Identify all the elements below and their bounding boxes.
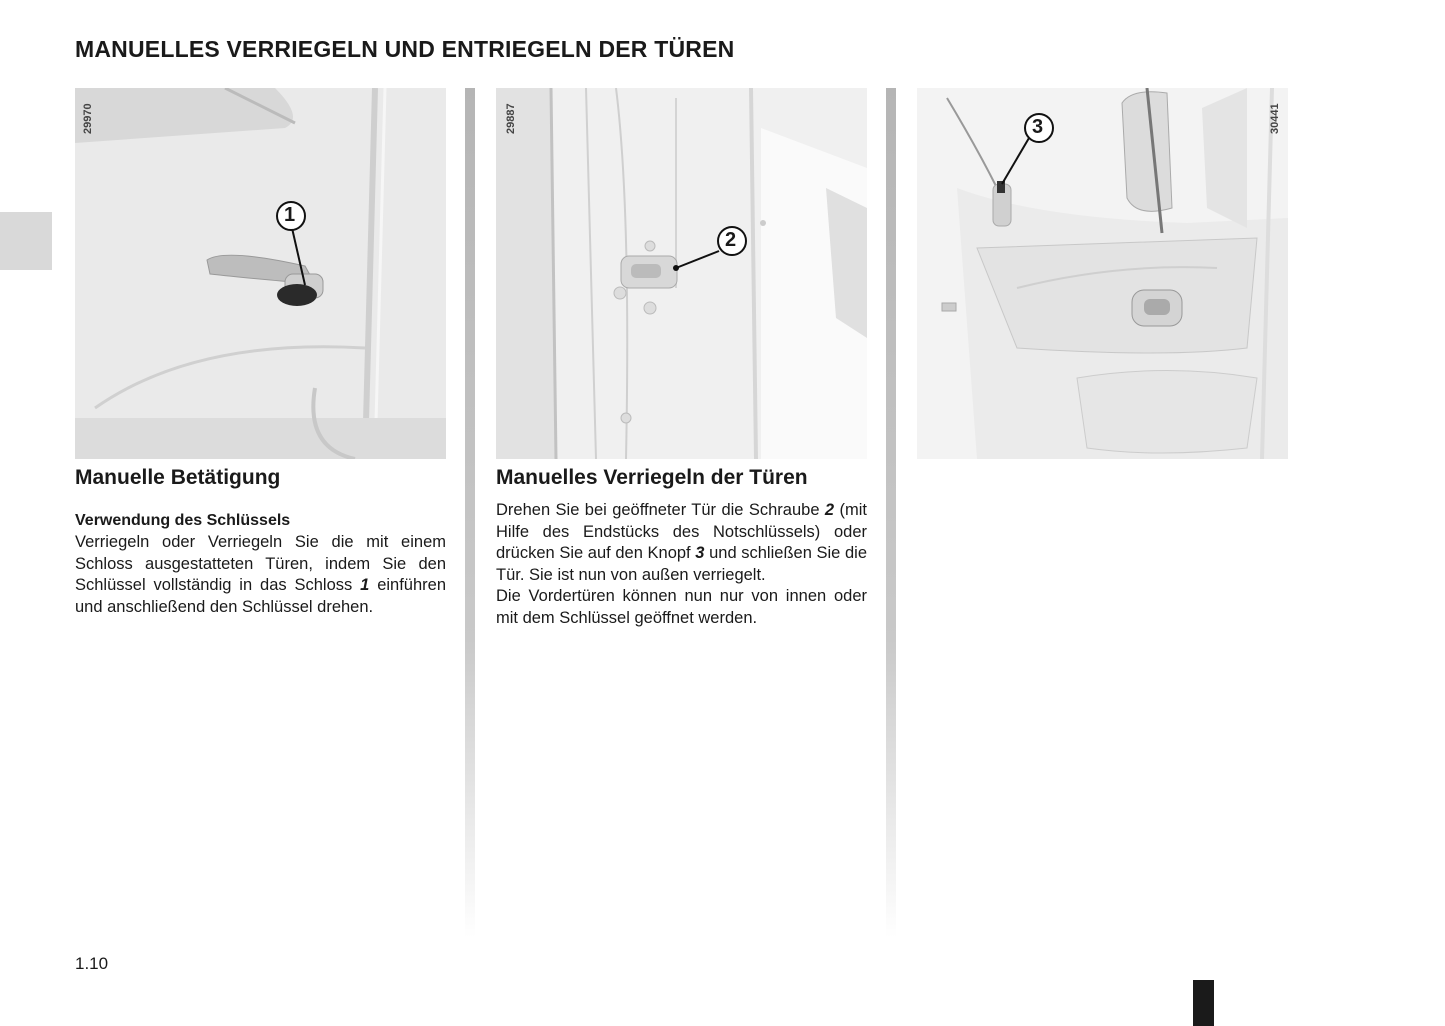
text-segment: einführen und anschließend den Schlüssel drehen. [75, 576, 446, 616]
figure-reference-number: 29887 [505, 103, 517, 134]
callout-3: 3 [1032, 116, 1044, 138]
figure-door-screw [496, 88, 867, 459]
reference-2: 2 [824, 501, 835, 519]
figure-reference-number: 30441 [1269, 103, 1281, 134]
door-interior-illustration [917, 88, 1288, 459]
subheading-key-usage: Verwendung des Schlüssels [75, 512, 291, 529]
callout-2: 2 [725, 229, 737, 251]
section-heading-manual-operation: Manuelle Betätigung [75, 466, 281, 489]
text-segment: Verriegeln oder Verriegeln Sie die mit einem Schloss ausgestatteten Türen, indem Sie den Schlüssel vollständig in das Schloss [75, 533, 446, 594]
paragraph-front-doors: Die Vordertüren können nun nur von innen oder mit dem Schlüssel geöffnet werden. [496, 587, 867, 627]
text-segment: (mit Hilfe des Endstücks des Notschlüssels) oder drücken Sie auf den Knopf [496, 501, 868, 562]
figure-reference-number: 29970 [82, 103, 94, 134]
section-heading-manual-locking: Manuelles Verriegeln der Türen [496, 466, 808, 489]
text-segment: Drehen Sie bei geöffneter Tür die Schraube [496, 501, 825, 519]
page-number: 1.10 [75, 954, 109, 973]
body-text-manual-locking [496, 500, 867, 629]
page-title: MANUELLES VERRIEGELN UND ENTRIEGELN DER TÜREN [75, 36, 735, 62]
column-divider [465, 88, 475, 938]
text-segment: und schließen Sie die Tür. Sie ist nun von außen verriegelt. [496, 544, 867, 584]
door-handle-illustration [75, 88, 446, 459]
figure-door-lock [75, 88, 446, 459]
page-edge-marker [1193, 980, 1214, 1026]
chapter-tab [0, 212, 52, 270]
body-text-key-usage [75, 532, 446, 618]
reference-1: 1 [360, 576, 370, 594]
figure-door-knob [917, 88, 1288, 459]
reference-3: 3 [695, 544, 705, 562]
callout-1: 1 [284, 204, 296, 226]
door-latch-illustration [496, 88, 867, 459]
column-divider [886, 88, 896, 938]
